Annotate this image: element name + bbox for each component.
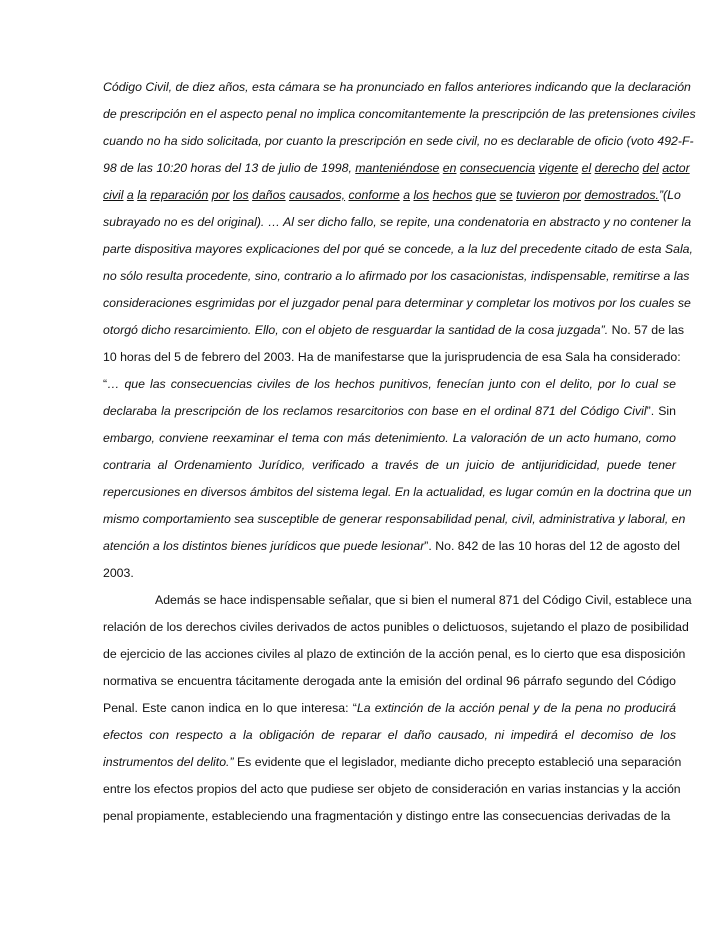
- text-line: [103, 700, 676, 716]
- text-run: los: [232, 188, 249, 202]
- text-run: se: [499, 188, 513, 202]
- text-line: [103, 511, 686, 527]
- text-line: [103, 646, 686, 662]
- text-run: reparación: [150, 188, 209, 202]
- text-line: [103, 484, 692, 500]
- text-run: La extinción de la acción penal y de la pena no producirá: [356, 701, 677, 715]
- text-line: [103, 808, 676, 824]
- text-run: a: [126, 188, 134, 202]
- text-line: [103, 106, 696, 122]
- text-run: por: [211, 188, 230, 202]
- text-line: [103, 160, 690, 176]
- text-line: [103, 565, 676, 581]
- text-line: [103, 538, 680, 554]
- text-line: [103, 376, 676, 392]
- text-run: otorgó dicho resarcimiento. Ello, con el objeto de resguardar la santidad de la cosa juzgada”.: [103, 323, 609, 337]
- text-run: Código Civil, de diez años, esta cámara se ha pronunciado en fallos anteriores indicando que la declaración: [103, 80, 691, 94]
- text-line: [103, 133, 694, 149]
- text-run: 2003.: [103, 566, 134, 580]
- text-run: hechos: [432, 188, 473, 202]
- text-run: de ejercicio de las acciones civiles al plazo de extinción de la acción penal, es lo cierto que esa disposición: [103, 647, 686, 661]
- text-run: mismo comportamiento sea susceptible de generar responsabilidad penal, civil, administrativa y laboral, en: [103, 512, 686, 526]
- text-run: a: [403, 188, 411, 202]
- text-run: … que las consecuencias civiles de los hechos punitivos, fenecían junto con el delito, por lo cual se: [107, 377, 676, 391]
- text-run: parte dispositiva mayores explicaciones del por qué se concede, a la luz del precedente citado de esta Sala,: [103, 242, 693, 256]
- text-run: demostrados.: [584, 188, 659, 202]
- text-line: [103, 349, 681, 365]
- text-line: [103, 430, 676, 446]
- text-line: [103, 268, 690, 284]
- text-line: [103, 187, 681, 203]
- text-run: 98 de las 10:20 horas del 13 de julio de 1998,: [103, 161, 356, 175]
- text-run: del: [642, 161, 659, 175]
- text-line: [103, 619, 689, 635]
- text-run: normativa se encuentra tácitamente derogada ante la emisión del ordinal 96 párrafo segundo del Código: [103, 674, 676, 688]
- text-run: Penal. Este canon indica en lo que interesa: “: [103, 701, 357, 715]
- text-run: derecho: [594, 161, 640, 175]
- text-run: tuvieron: [516, 188, 560, 202]
- text-run: los: [413, 188, 430, 202]
- text-run: relación de los derechos civiles derivados de actos punibles o delictuosos, sujetando el plazo de posibilidad: [103, 620, 689, 634]
- text-line: [103, 727, 676, 743]
- text-line: [103, 781, 681, 797]
- text-run: vigente: [538, 161, 579, 175]
- text-run: ”. Sin: [646, 404, 676, 418]
- text-line: [103, 403, 676, 419]
- text-run: la: [137, 188, 147, 202]
- text-line: [103, 754, 682, 770]
- text-run: instrumentos del delito.”: [103, 755, 234, 769]
- text-run: repercusiones en diversos ámbitos del sistema legal. En la actualidad, es lugar común en la doctrina que un: [103, 485, 692, 499]
- text-run: consecuencia: [459, 161, 536, 175]
- text-line: [103, 241, 693, 257]
- text-run: contraria al Ordenamiento Jurídico, verificado a través de un juicio de antijuridicidad, puede tener: [103, 458, 676, 472]
- text-run: atención a los distintos bienes jurídicos que puede lesionar: [103, 539, 425, 553]
- text-line: [103, 79, 691, 95]
- text-run: efectos con respecto a la obligación de reparar el daño causado, ni impedirá el decomiso de los: [103, 728, 676, 742]
- text-run: civil: [103, 188, 124, 202]
- text-run: el: [581, 161, 592, 175]
- text-run: consideraciones esgrimidas por el juzgador penal para determinar y completar los motivos por los cuales se: [103, 296, 691, 310]
- text-run: por: [563, 188, 582, 202]
- text-run: no sólo resulta procedente, sino, contrario a lo afirmado por los casacionistas, indispensable, remitirse a las: [103, 269, 690, 283]
- text-run: actor: [662, 161, 690, 175]
- text-line: [103, 214, 692, 230]
- text-run: ”. No. 842 de las 10 horas del 12 de agosto del: [424, 539, 680, 553]
- text-run: daños: [252, 188, 286, 202]
- text-run: No. 57 de las: [608, 323, 685, 337]
- text-line: [103, 322, 685, 338]
- text-run: Además se hace indispensable señalar, que si bien el numeral 871 del Código Civil, establece una: [155, 593, 692, 607]
- text-line: [103, 457, 676, 473]
- text-line: [103, 295, 691, 311]
- text-run: ”(Lo: [658, 188, 681, 202]
- text-run: manteniéndose: [355, 161, 440, 175]
- text-run: entre los efectos propios del acto que pudiese ser objeto de consideración en varias instancias y la acción: [103, 782, 681, 796]
- text-line: [103, 673, 676, 689]
- text-run: cuando no ha sido solicitada, por cuanto la prescripción en sede civil, no es declarable de oficio (voto 492-F-: [103, 134, 694, 148]
- text-run: declaraba la prescripción de los reclamos resarcitorios con base en el ordinal 871 del Código Civil: [103, 404, 647, 418]
- text-run: subrayado no es del original). … Al ser dicho fallo, se repite, una condenatoria en abstracto y no contener la: [103, 215, 692, 229]
- text-run: 10 horas del 5 de febrero del 2003. Ha de manifestarse que la jurisprudencia de esa Sala ha considerado:: [103, 350, 681, 364]
- text-run: que: [475, 188, 497, 202]
- text-run: penal propiamente, estableciendo una fragmentación y distingo entre las consecuencias derivadas de la: [103, 809, 671, 823]
- text-run: Es evidente que el legislador, mediante dicho precepto estableció una separación: [233, 755, 682, 769]
- text-run: en: [442, 161, 457, 175]
- text-run: conforme: [348, 188, 400, 202]
- text-run: “: [103, 377, 108, 391]
- text-run: de prescripción en el aspecto penal no implica concomitantemente la prescripción de las pretensiones civiles: [103, 107, 696, 121]
- text-run: embargo, conviene reexaminar el tema con más detenimiento. La valoración de un acto humano, como: [103, 431, 676, 445]
- text-line: [155, 592, 692, 608]
- text-run: causados,: [289, 188, 346, 202]
